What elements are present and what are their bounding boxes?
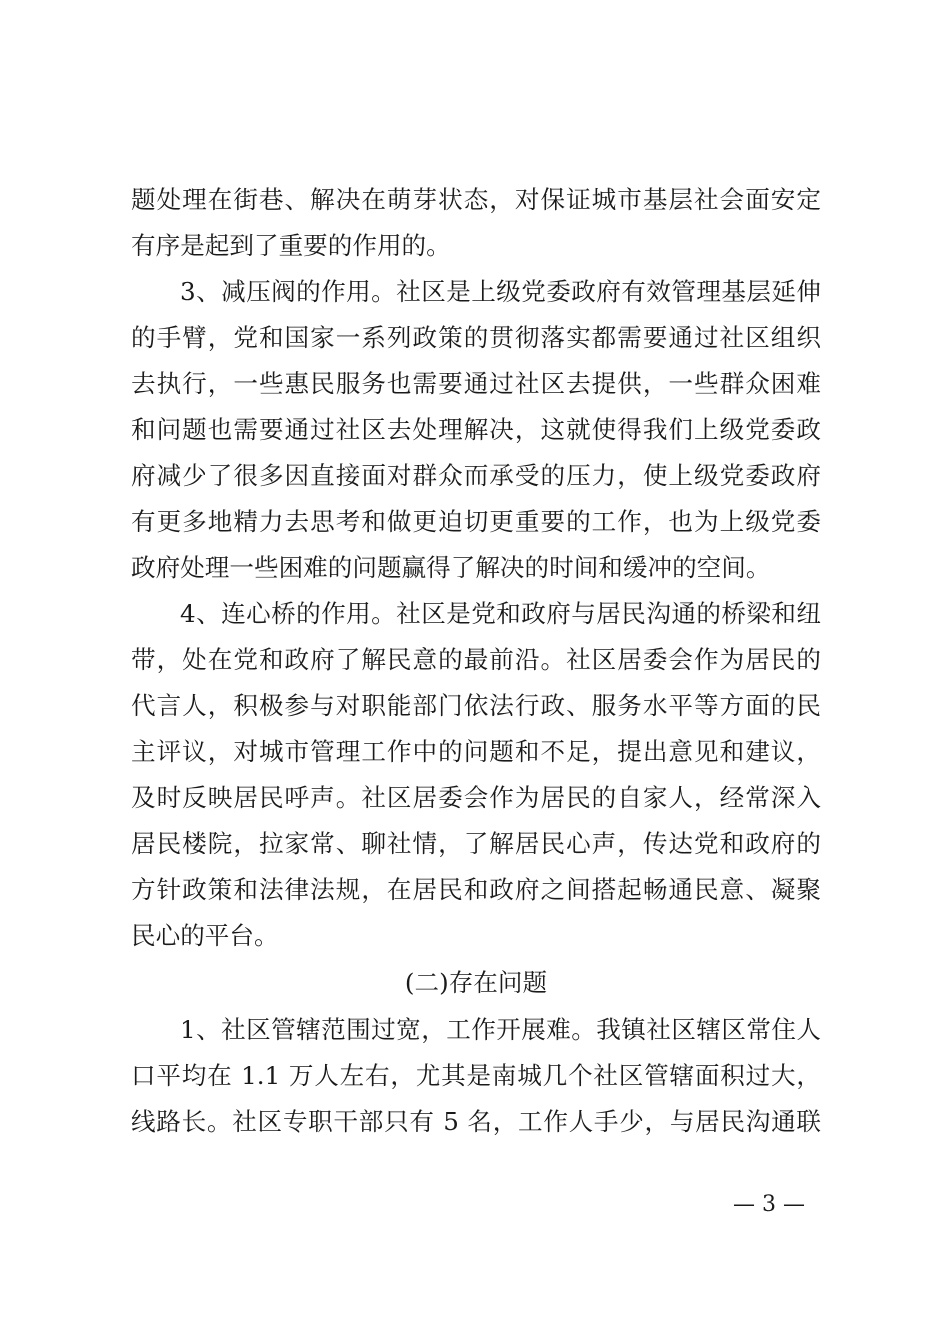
body-text-line: 代言人，积极参与对职能部门依法行政、服务水平等方面的民 <box>131 691 821 720</box>
body-text-line: 和问题也需要通过社区去处理解决，这就使得我们上级党委政 <box>131 415 821 444</box>
body-text-line: 主评议，对城市管理工作中的问题和不足，提出意见和建议， <box>131 737 821 766</box>
body-text-line: 带，处在党和政府了解民意的最前沿。社区居委会作为居民的 <box>131 645 821 674</box>
problem-1-start: 1、社区管辖范围过宽，工作开展难。我镇社区辖区常住人 <box>180 1015 821 1044</box>
body-text-line: 政府处理一些困难的问题赢得了解决的时间和缓冲的空间。 <box>131 553 771 582</box>
body-text-line: 有序是起到了重要的作用的。 <box>131 231 451 260</box>
body-text-line: 有更多地精力去思考和做更迫切更重要的工作，也为上级党委 <box>131 507 821 536</box>
paragraph-3-start: 3、减压阀的作用。社区是上级党委政府有效管理基层延伸 <box>180 277 821 306</box>
body-text-line: 府减少了很多因直接面对群众而承受的压力，使上级党委政府 <box>131 461 821 490</box>
section-heading: (二)存在问题 <box>404 968 548 997</box>
body-text-line: 居民楼院，拉家常、聊社情，了解居民心声，传达党和政府的 <box>131 829 821 858</box>
body-text-line: 方针政策和法律法规，在居民和政府之间搭起畅通民意、凝聚 <box>131 875 821 904</box>
body-text-line: 及时反映居民呼声。社区居委会作为居民的自家人，经常深入 <box>131 783 821 812</box>
body-text-line: 去执行，一些惠民服务也需要通过社区去提供，一些群众困难 <box>131 369 821 398</box>
body-text-line: 题处理在街巷、解决在萌芽状态，对保证城市基层社会面安定 <box>131 185 821 214</box>
paragraph-4-start: 4、连心桥的作用。社区是党和政府与居民沟通的桥梁和纽 <box>180 599 821 628</box>
body-text-line: 口平均在 1.1 万人左右，尤其是南城几个社区管辖面积过大， <box>131 1061 821 1090</box>
page-number: — 3 — <box>733 1192 805 1217</box>
body-text-line: 线路长。社区专职干部只有 5 名，工作人手少，与居民沟通联 <box>131 1107 821 1136</box>
body-text-line: 民心的平台。 <box>131 921 279 950</box>
body-text-line: 的手臂，党和国家一系列政策的贯彻落实都需要通过社区组织 <box>131 323 821 352</box>
